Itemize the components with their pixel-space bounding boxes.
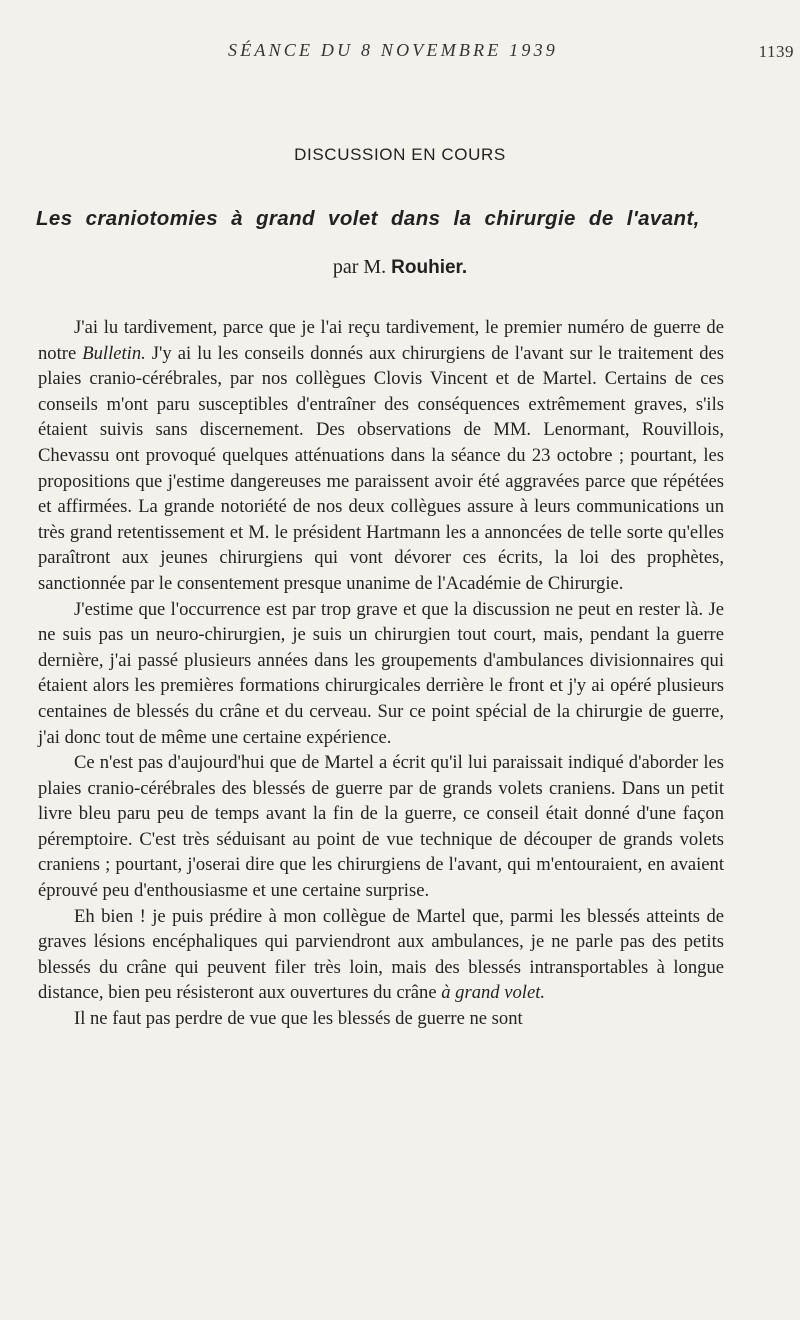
- paragraph-text: J'ai lu tardivement, parce que je l'ai reçu tardivement, le premier numéro de guerre de notre: [38, 317, 724, 364]
- article-title: Les craniotomies à grand volet dans la chirurgie de l'avant,: [36, 207, 700, 230]
- paragraph-text: Eh bien ! je puis prédire à mon collègue de Martel que, parmi les blessés atteints de graves lésions encéphaliques qui parviendront aux ambulances, je ne parle pas des petits blessés du crâne qui peuvent filer très loin, mais des blessés intransportables à longue distance, bien peu résisteront aux ouvertures du crâne: [38, 905, 724, 1004]
- byline: [0, 256, 800, 279]
- paragraph-text: J'estime que l'occurrence est par trop grave et que la discussion ne peut en rester là. Je ne suis pas un neuro-chirurgien, je suis un chirurgien tout court, mais, pendant la guerre dernière, j'ai passé plusieurs années dans les groupements d'ambulances divisionnaires qui étaient alors les premières formations chirurgicales derrière le front et j'y ai opéré plusieurs centaines de blessés du crâne et du cerveau. Sur ce point spécial de la chirurgie de guerre, j'ai donc tout de même une certaine expérience.: [38, 598, 724, 748]
- section-heading: DISCUSSION EN COURS: [294, 145, 506, 164]
- paragraph-text: Ce n'est pas d'aujourd'hui que de Martel a écrit qu'il lui paraissait indiqué d'aborder les plaies cranio-cérébrales des blessés de guerre par de grands volets craniens. Dans un petit livre bleu paru peu de temps avant la fin de la guerre, ce conseil était donné d'une façon péremptoire. C'est très séduisant au point de vue technique de découper de grands volets craniens ; pourtant, j'oserai dire que les chirurgiens de l'avant, qui m'entouraient, en avaient éprouvé peu d'enthousiasme et une certaine surprise.: [38, 752, 724, 902]
- paragraph-emphasis: à grand volet.: [441, 982, 546, 1004]
- article-body: [38, 315, 724, 1032]
- running-title: SÉANCE DU 8 NOVEMBRE 1939: [228, 40, 558, 60]
- paragraph: [38, 315, 724, 597]
- paragraph-text: J'y ai lu les conseils donnés aux chirurgiens de l'avant sur le traitement des plaies cranio-cérébrales, par nos collègues Clovis Vincent et de Martel. Certains de ces conseils m'ont paru susceptibles d'entraîner des conséquences extrêmement graves, s'ils étaient suivis sans discernement. Des observations de MM. Lenormant, Rouvillois, Chevassu ont provoqué quelques atténuations dans la séance du 23 octobre ; pourtant, les propositions que j'estime dangereuses me paraissent avoir été aggravées parce que répétées et affirmées. La grande notoriété de nos deux collègues assure à leurs communications un très grand retentissement et M. le président Hartmann les a annoncées de telle sorte qu'elles paraîtront aux jeunes chirurgiens qui vont dévorer ces écrits, la loi des prophètes, sanctionnée par le consentement presque unanime de l'Académie de Chirurgie.: [38, 342, 724, 594]
- paragraph: [38, 904, 724, 1006]
- paragraph-emphasis: Bulletin.: [82, 342, 146, 364]
- byline-prefix: par M.: [332, 256, 387, 278]
- paragraph-text: Il ne faut pas perdre de vue que les blessés de guerre ne sont: [74, 1008, 523, 1030]
- author-name: Rouhier.: [391, 257, 468, 278]
- paragraph: [38, 597, 724, 751]
- running-header: [0, 40, 800, 70]
- paragraph: [38, 750, 724, 904]
- page-number: 1139: [758, 42, 794, 61]
- paragraph: [38, 1006, 724, 1032]
